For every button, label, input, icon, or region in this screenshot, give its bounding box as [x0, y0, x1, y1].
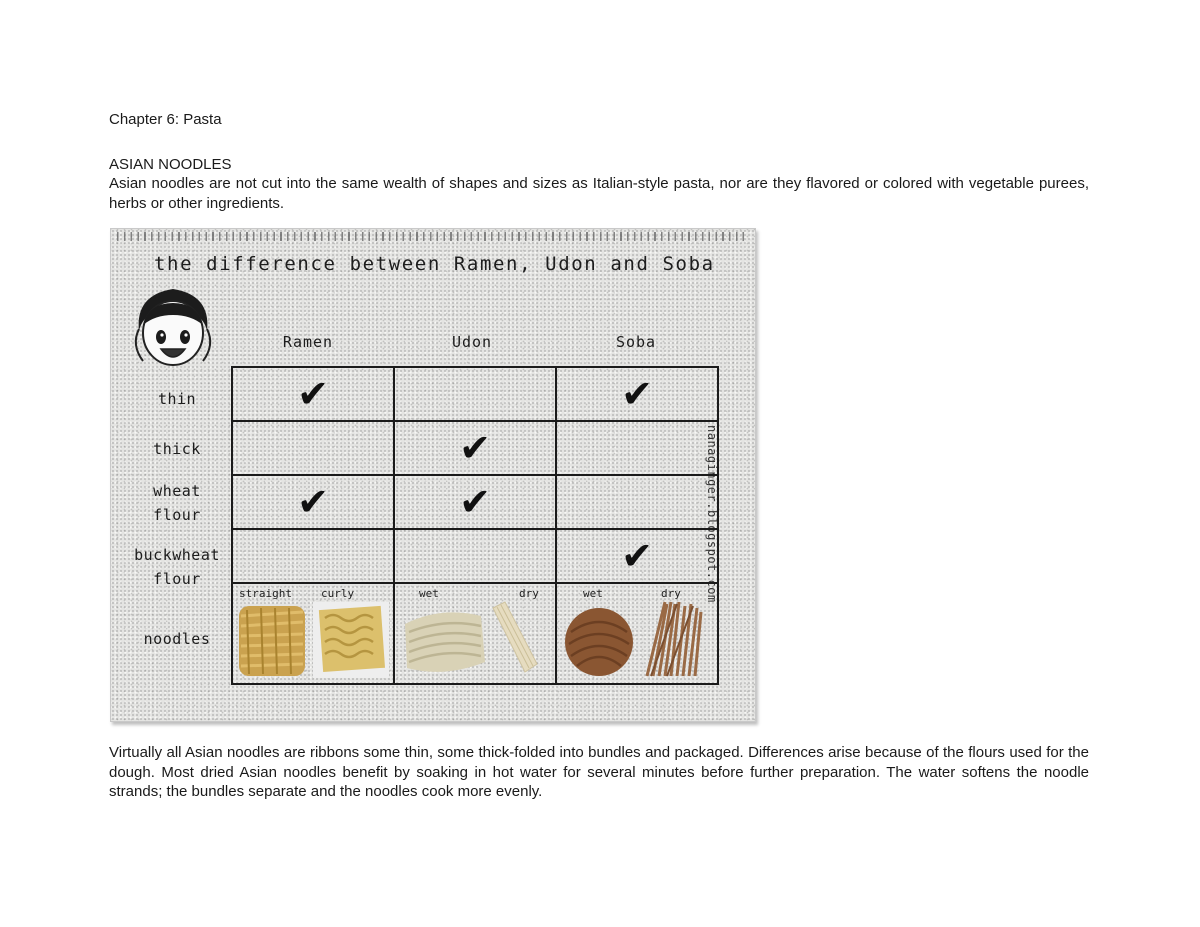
grid-cell-soba — [556, 529, 718, 583]
section-title: ASIAN NOODLES — [109, 156, 232, 173]
checkmark-icon: ✔ — [621, 372, 653, 416]
checkmark-icon: ✔ — [621, 534, 653, 578]
grid-cell-udon — [394, 421, 556, 475]
checkmark-icon: ✔ — [297, 480, 329, 524]
column-header-ramen: Ramen — [282, 333, 334, 351]
grid-cell-soba — [556, 367, 718, 421]
noodle-tag-curly: curly — [321, 587, 355, 600]
grid-cell-ramen — [232, 367, 394, 421]
grid-cell-udon — [394, 475, 556, 529]
grid-row-thin — [232, 367, 718, 421]
grid-cell-ramen — [232, 421, 394, 475]
straight-ramen-photo — [237, 602, 309, 680]
grid-row-thick — [232, 421, 718, 475]
checkmark-icon: ✔ — [297, 372, 329, 416]
noodle-tag-udon-wet: wet — [419, 587, 439, 600]
grid-cell-udon — [394, 367, 556, 421]
grid-cell-soba — [556, 421, 718, 475]
body-paragraph: Virtually all Asian noodles are ribbons some thin, some thick-folded into bundles and packaged. Differences arise because of the flours used for the dough. Most dried Asian noodles benefit by soaking in hot water for several minutes before further preparation. The water softens the noodle strands; the bundles separate and the noodles cook more evenly. — [109, 744, 1089, 800]
column-header-soba: Soba — [615, 333, 657, 351]
dry-soba-photo — [637, 598, 707, 680]
grid-row-wheat-flour — [232, 475, 718, 529]
figure-title: the difference between Ramen, Udon and Soba — [154, 253, 715, 275]
soba-noodle-cell — [556, 583, 718, 684]
curly-ramen-photo — [313, 602, 389, 678]
row-label-thick: thick — [153, 440, 201, 458]
grid-cell-udon — [394, 529, 556, 583]
noodle-tag-soba-dry: dry — [661, 587, 681, 600]
wet-soba-photo — [563, 602, 635, 678]
column-header-udon: Udon — [451, 333, 493, 351]
checkmark-icon: ✔ — [459, 426, 491, 470]
notebook-spiral — [117, 232, 749, 241]
ramen-noodle-cell — [232, 583, 394, 684]
mascot-icon — [129, 281, 217, 373]
row-label-buckwheat-flour: buckwheat flour — [134, 546, 220, 588]
wet-udon-photo — [401, 604, 487, 678]
grid-row-buckwheat-flour — [232, 529, 718, 583]
comparison-grid — [231, 366, 719, 685]
noodle-tag-udon-dry: dry — [519, 587, 539, 600]
row-label-thin: thin — [157, 390, 197, 408]
chapter-heading: Chapter 6: Pasta — [109, 111, 222, 128]
dry-udon-photo — [489, 598, 541, 678]
row-label-wheat-flour: wheat flour — [153, 482, 201, 524]
noodle-tag-straight: straight — [239, 587, 292, 600]
checkmark-icon: ✔ — [459, 480, 491, 524]
noodle-comparison-figure — [110, 228, 756, 722]
noodle-photo-row — [232, 583, 718, 684]
intro-paragraph: Asian noodles are not cut into the same wealth of shapes and sizes as Italian-style pasta, nor are they flavored or colored with vegetable purees, herbs or other ingredients. — [109, 175, 1089, 212]
grid-cell-ramen — [232, 529, 394, 583]
noodle-tag-soba-wet: wet — [583, 587, 603, 600]
row-label-noodles: noodles — [143, 630, 211, 648]
grid-cell-soba — [556, 475, 718, 529]
blog-watermark: nanaginger.blogspot.com — [705, 425, 719, 603]
udon-noodle-cell — [394, 583, 556, 684]
grid-cell-ramen — [232, 475, 394, 529]
